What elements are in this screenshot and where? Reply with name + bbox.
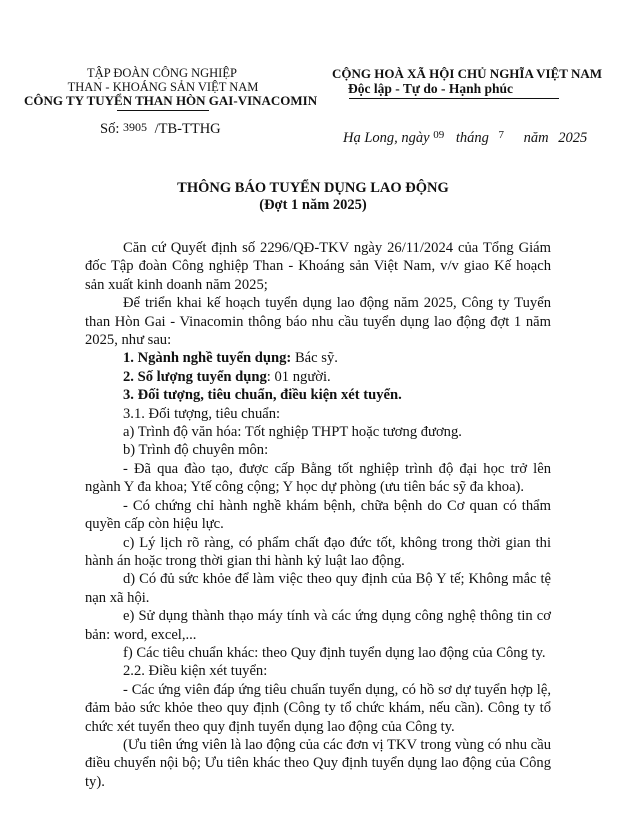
agency-line-2: THAN - KHOÁNG SẢN VIỆT NAM — [67, 80, 259, 94]
paragraph-purpose: Để triển khai kế hoạch tuyển dụng lao động năm 2025, Công ty Tuyển than Hòn Gai - Vinacomin thông báo nhu cầu tuyển dụng lao động đợt 1 năm 2025, như sau: — [85, 295, 551, 349]
so-suffix: /TB-TTHG — [154, 121, 221, 137]
nation-motto: Độc lập - Tự do - Hạnh phúc — [348, 81, 514, 96]
month-value: 7 — [498, 129, 505, 141]
item-a: a) Trình độ văn hóa: Tốt nghiệp THPT hoặc tương đương. — [123, 424, 462, 441]
so-number: 3905 — [122, 120, 147, 134]
item-d: d) Có đủ sức khỏe để làm việc theo quy định của Bộ Y tế; Không mắc tệ nạn xã hội. — [85, 571, 551, 606]
month-label: tháng — [455, 130, 489, 146]
section-2-label: 2. Số lượng tuyển dụng — [123, 368, 267, 385]
day-value: 09 — [433, 129, 445, 141]
item-b-degree: - Đã qua đào tạo, được cấp Bằng tốt nghiệp trình độ đại học trở lên ngành Y đa khoa; Ytế công cộng; Y học dự phòng (ưu tiên bác sỹ đa khoa). — [85, 460, 551, 496]
document-number — [100, 118, 221, 138]
place-date — [343, 126, 587, 147]
condition-priority: (Ưu tiên ứng viên là lao động của các đơn vị TKV trong vùng có nhu cầu điều chuyển nội bộ; Ưu tiên khác theo Quy định tuyển dụng lao động của Công ty). — [85, 736, 551, 790]
subsection-3-1: 3.1. Đối tượng, tiêu chuẩn: — [123, 405, 281, 422]
item-c: c) Lý lịch rõ ràng, có phẩm chất đạo đức tốt, không trong thời gian thi hành án hoặc trong thời gian thi hành kỷ luật lao động. — [85, 534, 551, 569]
item-e: e) Sử dụng thành thạo máy tính và các ứng dụng công nghệ thông tin cơ bản: word, excel,... — [85, 608, 551, 643]
company-name: CÔNG TY TUYỂN THAN HÒN GAI-VINACOMIN — [24, 93, 318, 108]
section-3-heading: 3. Đối tượng, tiêu chuẩn, điều kiện xét tuyển. — [123, 387, 402, 404]
section-2 — [85, 368, 551, 386]
section-1-value: Bác sỹ. — [291, 350, 338, 367]
section-2-value: : 01 người. — [266, 368, 331, 385]
section-1 — [85, 349, 551, 367]
motto-underline — [349, 98, 559, 99]
subsection-2-2: 2.2. Điều kiện xét tuyển: — [123, 663, 268, 680]
notice-subtitle: (Đợt 1 năm 2025) — [259, 197, 367, 213]
place-label: Hạ Long, ngày — [343, 130, 430, 146]
so-label: Số: — [100, 121, 120, 137]
paragraph-basis: Căn cứ Quyết định số 2296/QĐ-TKV ngày 26/11/2024 của Tổng Giám đốc Tập đoàn Công nghiệp Than - Khoáng sản Việt Nam, v/v giao Kế hoạch sản xuất kinh doanh năm 2025; — [85, 240, 551, 293]
condition-1: - Các ứng viên đáp ứng tiêu chuẩn tuyển dụng, có hồ sơ dự tuyển hợp lệ, đảm bảo sức khỏe theo quy định (Công ty tổ chức khám, nếu cần). Công ty tổ chức xét tuyển theo quy định tuyển dụng lao động của Công ty. — [85, 681, 551, 735]
item-b-license: - Có chứng chỉ hành nghề khám bệnh, chữa bệnh do Cơ quan có thẩm quyền cấp còn hiệu lực. — [85, 497, 551, 533]
section-1-label: 1. Ngành nghề tuyển dụng: — [123, 350, 292, 367]
year-value: 2025 — [558, 130, 588, 146]
notice-title: THÔNG BÁO TUYỂN DỤNG LAO ĐỘNG — [177, 180, 449, 196]
item-b: b) Trình độ chuyên môn: — [123, 442, 269, 459]
item-f: f) Các tiêu chuẩn khác: theo Quy định tuyển dụng lao động của Công ty. — [123, 644, 546, 661]
company-underline — [117, 110, 209, 111]
agency-line-1: TẬP ĐOÀN CÔNG NGHIỆP — [87, 66, 237, 80]
nation-title: CỘNG HOÀ XÃ HỘI CHỦ NGHĨA VIỆT NAM — [332, 66, 603, 81]
notice-body — [85, 239, 551, 791]
year-label: năm — [523, 130, 549, 146]
